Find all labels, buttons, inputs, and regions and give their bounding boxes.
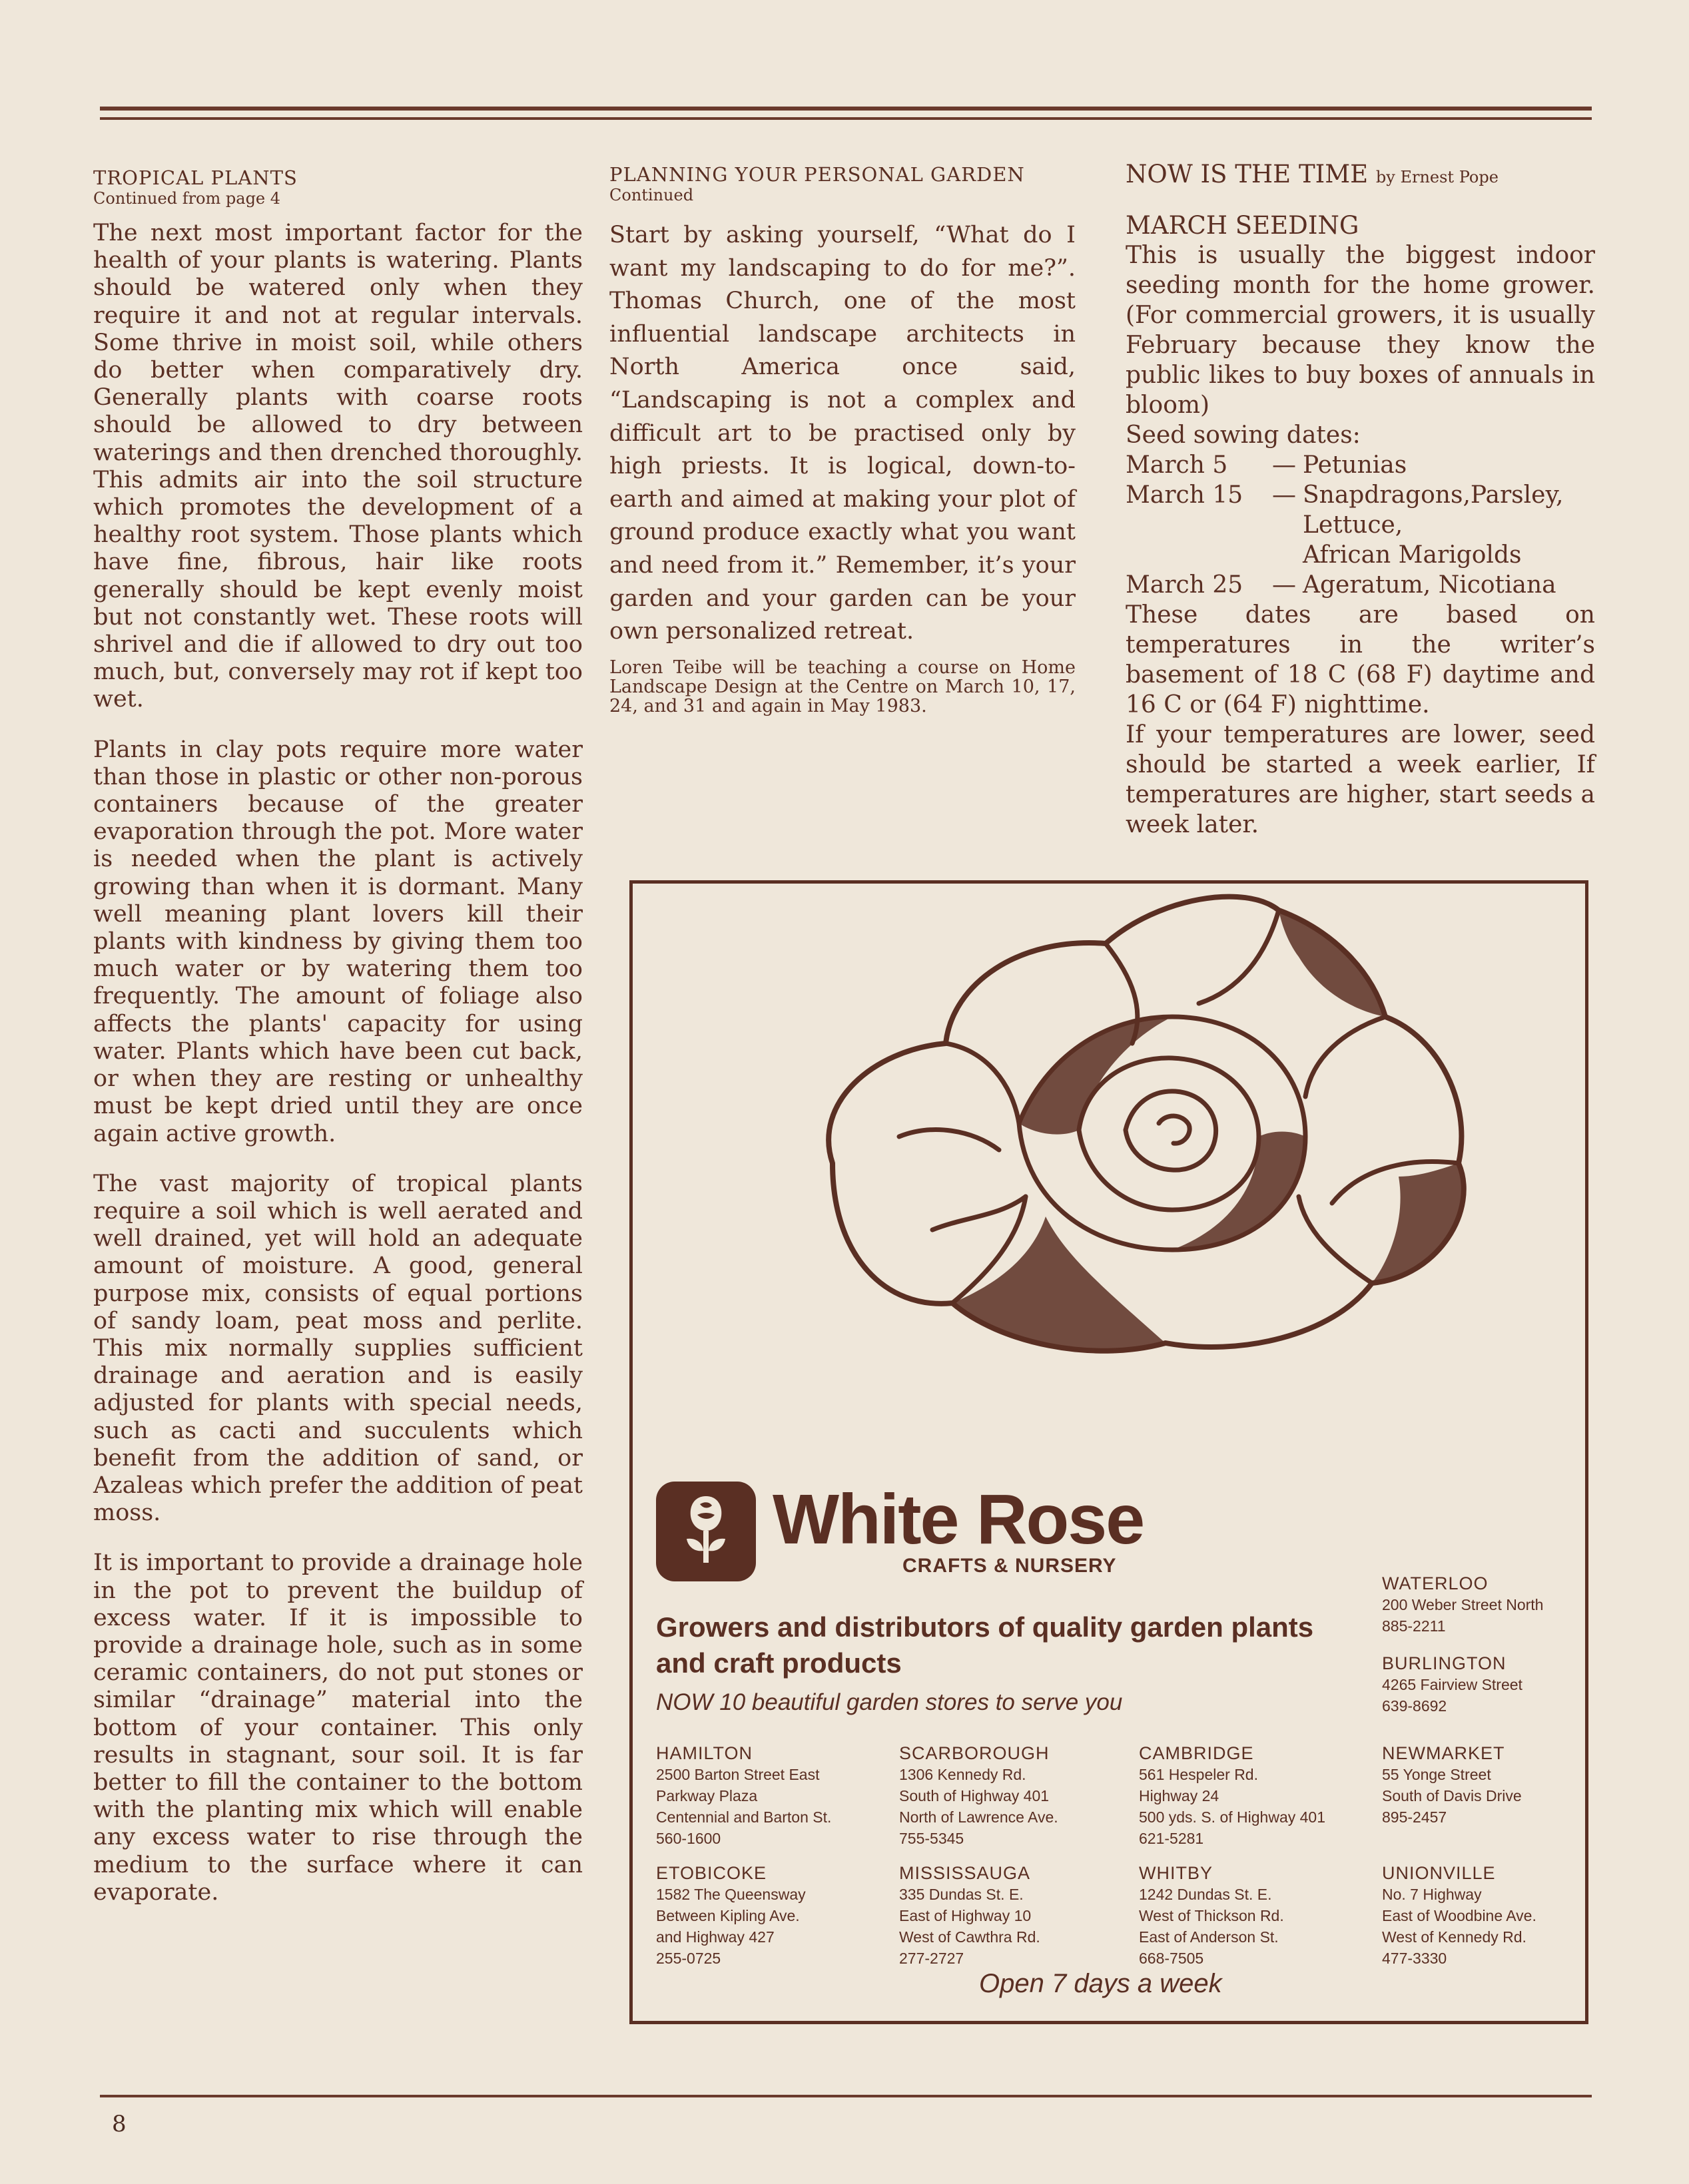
store-unionville: UNIONVILLE No. 7 Highway East of Woodbine Ave. West of Kennedy Rd. 477-3330 xyxy=(1382,1863,1536,1967)
brand-subtitle: CRAFTS & NURSERY xyxy=(902,1555,1117,1577)
article-subtitle: Continued from page 4 xyxy=(93,189,281,208)
schedule-row: March 5 — Petunias xyxy=(1126,451,1407,479)
ad-tagline: NOW 10 beautiful garden stores to serve you xyxy=(656,1689,1123,1715)
article-title: PLANNING YOUR PERSONAL GARDEN xyxy=(609,163,1025,186)
byline: by Ernest Pope xyxy=(1375,168,1499,186)
paragraph: If your temperatures are lower, seed should be started a week earlier, If temperatures are higher, start seeds a week later. xyxy=(1126,721,1595,838)
tropical-plants-article xyxy=(93,166,583,1929)
ad-headline: Growers and distributors of quality garden plants and craft products xyxy=(656,1611,1314,1679)
store-whitby: WHITBY 1242 Dundas St. E. West of Thickson Rd. East of Anderson St. 668-7505 xyxy=(1139,1863,1284,1967)
paragraph: It is important to provide a drainage hole in the pot to prevent the buildup of excess water. If it is impossible to provide a drainage hole, such as in some ceramic containers, do not put stones or similar “drainage” material into the bottom of your container. This only results in stagnant, sour soil. It is far better to fill the container to the bottom with the planting mix which will enable any excess water to rise through the medium to the surface where it can evaporate. xyxy=(93,1549,583,1906)
store-waterloo: WATERLOO 200 Weber Street North 885-2211 xyxy=(1382,1573,1544,1635)
store-burlington: BURLINGTON 4265 Fairview Street 639-8692 xyxy=(1382,1653,1522,1715)
top-rule-1 xyxy=(100,107,1592,111)
title-text: NOW IS THE TIME xyxy=(1126,160,1369,188)
rose-illustration xyxy=(733,884,1492,1356)
store-mississauga: MISSISSAUGA 335 Dundas St. E. East of Highway 10 West of Cawthra Rd. 277-2727 xyxy=(899,1863,1040,1967)
paragraph: The next most important factor for the health of your plants is watering. Plants should be watered only when they require it and not at regular intervals. Some thrive in moist soil, while others do better when comparatively dry. Generally plants with coarse roots should be allowed to dry between waterings and then drenched thoroughly. This admits air into the soil structure which promotes the development of a healthy root system. Those plants which have fine, fibrous, hair like roots generally should be kept evenly moist but not constantly wet. These roots will shrivel and die if allowed to dry out too much, but, conversely may rot if kept too wet. xyxy=(93,220,583,713)
white-rose-advertisement xyxy=(629,880,1588,2024)
top-rule-2 xyxy=(100,117,1592,120)
page-number: 8 xyxy=(112,2111,127,2137)
seeding-schedule xyxy=(1126,450,1595,600)
now-is-the-time-article xyxy=(1126,160,1595,840)
schedule-row: March 25 — Ageratum, Nicotiana xyxy=(1126,571,1556,599)
schedule-row: African Marigolds xyxy=(1303,541,1522,569)
paragraph: This is usually the biggest indoor seeding month for the home grower. (For commercial growers, it is usually February because they know the public likes to buy boxes of annuals in bloom) xyxy=(1126,242,1595,419)
paragraph: The vast majority of tropical plants require a soil which is well aerated and well drained, yet will hold an adequate amount of moisture. A good, general purpose mix, consists of equal portions of sandy loam, peat moss and perlite. This mix normally supplies sufficient drainage and aeration and is easily adjusted for plants with special needs, such as cacti and succulents which benefit from the addition of sand, or Azaleas which prefer the addition of peat moss. xyxy=(93,1170,583,1527)
schedule-row: Lettuce, xyxy=(1303,511,1403,539)
planning-garden-article xyxy=(609,163,1076,716)
course-note: Loren Teibe will be teaching a course on Home Landscape Design at the Centre on March 10, 17, 24, and 31 and again in May 1983. xyxy=(609,657,1076,716)
store-scarborough: SCARBOROUGH 1306 Kennedy Rd. South of Highway 401 North of Lawrence Ave. 755-5345 xyxy=(899,1743,1058,1847)
store-cambridge: CAMBRIDGE 561 Hespeler Rd. Highway 24 500 yds. S. of Highway 401 621-5281 xyxy=(1139,1743,1325,1847)
bottom-rule xyxy=(100,2095,1592,2097)
paragraph: Plants in clay pots require more water than those in plastic or other non-porous containers because of the greater evaporation through the pot. More water is needed when the plant is actively growing than when it is dormant. Many well meaning plant lovers kill their plants with kindness by giving them too much water or by watering them too frequently. The amount of foliage also affects the plants' capacity for using water. Plants which have been cut back, or when they are resting or unhealthy must be kept dried until they are once again active growth. xyxy=(93,736,583,1147)
paragraph: These dates are based on temperatures in the writer’s basement of 18 C (68 F) daytime and 16 C or (64 F) nighttime. xyxy=(1126,601,1595,718)
article-title: TROPICAL PLANTS xyxy=(93,166,298,189)
brand-name: White Rose xyxy=(773,1480,1144,1559)
article-subtitle: Continued xyxy=(609,186,694,204)
store-hamilton: HAMILTON 2500 Barton Street East Parkway Plaza Centennial and Barton St. 560-1600 xyxy=(656,1743,832,1847)
dates-label: Seed sowing dates: xyxy=(1126,421,1361,449)
store-etobicoke: ETOBICOKE 1582 The Queensway Between Kipling Ave. and Highway 427 255-0725 xyxy=(656,1863,806,1967)
ad-footer: Open 7 days a week xyxy=(979,1969,1222,1998)
schedule-row: March 15 — Snapdragons,Parsley, xyxy=(1126,481,1564,509)
article-title xyxy=(1126,160,1595,192)
paragraph: Start by asking yourself, “What do I want my landscaping to do for me?”. Thomas Church, one of the most influential landscape architects in North America once said, “Landscaping is not a complex and difficult art to be practised only by high priests. It is logical, down-to-earth and aimed at making your plot of ground produce exactly what you want and need from it.” Remember, it’s your garden and your garden can be your own personalized retreat. xyxy=(609,222,1076,645)
section-heading: MARCH SEEDING xyxy=(1126,211,1359,240)
store-newmarket: NEWMARKET 55 Yonge Street South of Davis Drive 895-2457 xyxy=(1382,1743,1522,1826)
rose-logo-icon xyxy=(656,1482,756,1581)
